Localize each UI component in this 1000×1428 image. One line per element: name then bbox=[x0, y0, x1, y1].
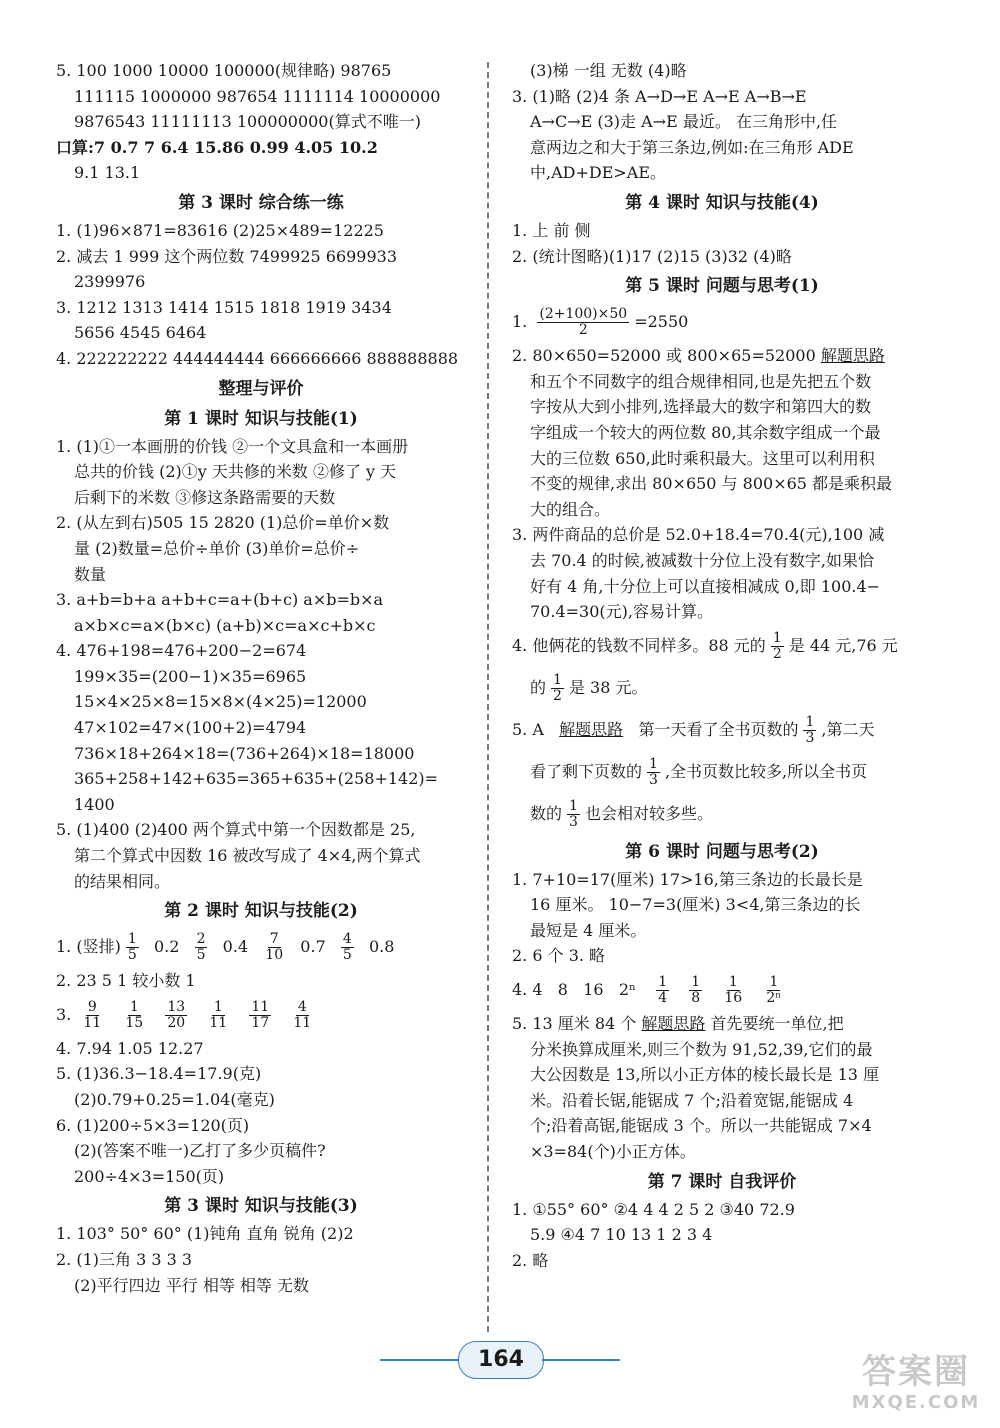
fraction bbox=[537, 307, 629, 338]
line-text: 4. 476+198=476+200−2=674 bbox=[56, 641, 307, 661]
fraction-numerator: 1 bbox=[728, 974, 738, 991]
text-line bbox=[56, 1273, 466, 1299]
section-heading: 第 3 课时 综合练一练 bbox=[178, 192, 344, 213]
line-text: 200÷4×3=150(页) bbox=[74, 1166, 225, 1186]
fraction bbox=[195, 932, 208, 963]
text-line bbox=[56, 613, 466, 639]
text-line bbox=[56, 459, 466, 485]
line-text: 0.8 bbox=[358, 937, 395, 957]
line-text bbox=[108, 1005, 118, 1024]
line-text: 2. (从左到右)505 15 2820 (1)总价=单价×数 bbox=[56, 513, 390, 533]
line-text: 2. 23 5 1 较小数 1 bbox=[56, 971, 196, 991]
fraction-denominator: 10 bbox=[265, 947, 284, 964]
fraction-denominator: 2ⁿ bbox=[766, 990, 782, 1007]
fraction bbox=[567, 799, 580, 830]
text-line bbox=[512, 244, 932, 270]
text-line bbox=[56, 664, 466, 690]
text-line bbox=[512, 369, 932, 395]
text-line bbox=[56, 1036, 466, 1062]
line-text: 1400 bbox=[74, 794, 115, 814]
text-line bbox=[56, 269, 466, 295]
line-text: (2)(答案不唯一)乙打了多少页稿件? bbox=[74, 1141, 326, 1161]
line-text: ,第二天 bbox=[821, 719, 875, 739]
line-text: 第一天看了全书页数的 bbox=[623, 719, 799, 739]
text-line bbox=[56, 160, 466, 186]
fraction-numerator: 1 bbox=[805, 713, 815, 730]
text-line bbox=[512, 84, 932, 110]
fraction-line bbox=[512, 709, 932, 751]
hint-label: 解题思路 bbox=[820, 346, 885, 366]
line-text: 大的组合。 bbox=[530, 499, 611, 519]
line-text: 3. (1)略 (2)4 条 A→D→E A→E A→B→E bbox=[512, 86, 807, 106]
fraction-line bbox=[512, 751, 932, 793]
text-line bbox=[56, 109, 466, 135]
text-line bbox=[512, 218, 932, 244]
line-text: 也会相对较多些。 bbox=[584, 803, 713, 823]
fraction bbox=[689, 975, 702, 1006]
line-text bbox=[234, 1005, 244, 1024]
fraction-denominator: 5 bbox=[196, 947, 206, 964]
line-text: a×b×c=a×(b×c) (a+b)×c=a×c+b×c bbox=[74, 615, 376, 635]
section-heading: 第 5 课时 问题与思考(1) bbox=[625, 276, 819, 297]
fraction-denominator: 5 bbox=[127, 947, 137, 964]
line-text: 3. bbox=[56, 1004, 77, 1024]
section-heading: 第 7 课时 自我评价 bbox=[647, 1171, 797, 1192]
line-text: 2. 减去 1 999 这个两位数 7499925 6699933 bbox=[56, 246, 398, 266]
right-column bbox=[512, 58, 932, 1273]
fraction-denominator: 5 bbox=[342, 947, 352, 964]
fraction-numerator: 1 bbox=[691, 974, 701, 991]
fraction-numerator: 1 bbox=[649, 755, 658, 772]
line-text: 字组成一个较大的两位数 80,其余数字组成一个最 bbox=[530, 422, 881, 442]
line-text: (2)平行四边 平行 相等 相等 无数 bbox=[74, 1275, 310, 1295]
text-line bbox=[56, 135, 466, 161]
fraction-denominator: 3 bbox=[569, 813, 578, 830]
line-text: 15×4×25×8=15×8×(4×25)=12000 bbox=[74, 692, 367, 712]
line-text: 大的三位数 650,此时乘积最大。这里可以利用积 bbox=[530, 448, 875, 468]
line-text: 16 厘米。 10−7=3(厘米) 3<4,第三条边的长 bbox=[530, 895, 861, 915]
text-line bbox=[56, 244, 466, 270]
fraction-line bbox=[512, 793, 932, 835]
fraction-numerator: 7 bbox=[269, 931, 279, 948]
text-line bbox=[56, 715, 466, 741]
line-text: 9876543 11111113 100000000(算式不唯一) bbox=[74, 112, 421, 132]
watermark-logo bbox=[846, 1352, 986, 1422]
fraction-denominator: 2 bbox=[553, 687, 562, 704]
line-text: 量 (2)数量=总价÷单价 (3)单价=总价÷ bbox=[74, 538, 360, 558]
fraction bbox=[291, 1000, 313, 1031]
text-line bbox=[512, 109, 932, 135]
line-text: 3. 两件商品的总价是 52.0+18.4=70.4(元),100 减 bbox=[512, 525, 885, 545]
line-text: 去 70.4 的时候,被减数十分位上没有数字,如果恰 bbox=[530, 550, 874, 570]
fraction-line bbox=[56, 926, 466, 968]
text-line bbox=[56, 1061, 466, 1087]
text-line bbox=[512, 548, 932, 574]
text-line bbox=[56, 843, 466, 869]
fraction bbox=[249, 1000, 271, 1031]
line-text: 5. (1)36.3−18.4=17.9(克) bbox=[56, 1064, 262, 1084]
fraction-denominator: 3 bbox=[649, 771, 658, 788]
text-line bbox=[512, 918, 932, 944]
hint-label: 解题思路 bbox=[559, 719, 624, 739]
fraction-numerator: 2 bbox=[196, 931, 206, 948]
text-line bbox=[512, 1222, 932, 1248]
text-line bbox=[512, 394, 932, 420]
fraction-denominator: 11 bbox=[293, 1014, 312, 1031]
line-text bbox=[150, 1005, 160, 1024]
line-text: 4. 7.94 1.05 12.27 bbox=[56, 1038, 204, 1058]
line-text: 1. (1)①一本画册的价钱 ②一个文具盒和一本画册 bbox=[56, 436, 409, 456]
line-text: 9.1 13.1 bbox=[74, 163, 141, 183]
column-divider bbox=[487, 62, 489, 1332]
text-line bbox=[56, 638, 466, 664]
line-text: 47×102=47×(100+2)=4794 bbox=[74, 718, 307, 738]
line-text: 1. 7+10=17(厘米) 17>16,第三条边的长最长是 bbox=[512, 869, 863, 889]
fraction-denominator: 8 bbox=[691, 990, 701, 1007]
fraction-denominator: 4 bbox=[658, 990, 668, 1007]
line-text: 数的 bbox=[530, 803, 563, 823]
fraction bbox=[771, 631, 784, 662]
fraction bbox=[764, 975, 783, 1006]
text-line bbox=[56, 320, 466, 346]
section-heading: 整理与评价 bbox=[218, 378, 304, 399]
line-text: 1. 上 前 侧 bbox=[512, 220, 591, 240]
text-line bbox=[512, 1011, 932, 1037]
line-text: 是 44 元,76 元 bbox=[788, 635, 898, 655]
fraction bbox=[803, 715, 816, 746]
line-text: 2. (统计图略)(1)17 (2)15 (3)32 (4)略 bbox=[512, 246, 792, 266]
line-text: 2. (1)三角 3 3 3 3 bbox=[56, 1249, 193, 1269]
text-line bbox=[56, 84, 466, 110]
line-text: 是 38 元。 bbox=[568, 677, 648, 697]
line-text bbox=[276, 1005, 286, 1024]
page-number: 164 bbox=[458, 1341, 544, 1379]
line-text: 6. (1)200÷5×3=120(页) bbox=[56, 1115, 250, 1135]
fraction bbox=[165, 1000, 187, 1031]
fraction-denominator: 3 bbox=[805, 729, 815, 746]
text-line bbox=[512, 867, 932, 893]
text-line bbox=[56, 1221, 466, 1247]
line-text: 最短是 4 厘米。 bbox=[530, 920, 647, 940]
text-line bbox=[512, 943, 932, 969]
line-text: 的 bbox=[530, 677, 547, 697]
line-text bbox=[749, 980, 759, 999]
fraction-numerator: 1 bbox=[553, 671, 562, 688]
text-line bbox=[56, 295, 466, 321]
fraction-denominator: 16 bbox=[724, 990, 743, 1007]
line-text: 字按从大到小排列,选择最大的数字和第四大的数 bbox=[530, 397, 872, 417]
text-line bbox=[512, 1113, 932, 1139]
fraction bbox=[81, 1000, 103, 1031]
line-text: ×3=84(个)小正方体。 bbox=[530, 1142, 696, 1162]
fraction bbox=[647, 757, 660, 788]
text-line bbox=[512, 497, 932, 523]
fraction-line bbox=[512, 301, 932, 343]
line-text: 个;沿着高锯,能锯成 3 个。所以一共能锯成 7×4 bbox=[530, 1116, 872, 1136]
line-text: 1. bbox=[512, 312, 533, 332]
text-line bbox=[512, 1037, 932, 1063]
line-text: 意两边之和大于第三条边,例如:在三角形 ADE bbox=[530, 137, 854, 157]
text-line bbox=[56, 1087, 466, 1113]
text-line bbox=[56, 817, 466, 843]
fraction-numerator: 1 bbox=[127, 931, 137, 948]
line-text: 3. 1212 1313 1414 1515 1818 1919 3434 bbox=[56, 297, 392, 317]
text-line bbox=[56, 536, 466, 562]
fraction bbox=[551, 673, 564, 704]
line-text: A→C→E (3)走 A→E 最近。 在三角形中,任 bbox=[530, 112, 838, 132]
fraction-denominator: 2 bbox=[578, 322, 588, 339]
line-text: 不变的规律,求出 80×650 与 800×65 都是乘积最 bbox=[530, 474, 893, 494]
text-line bbox=[512, 574, 932, 600]
line-text: 5. 100 1000 10000 100000(规律略) 98765 bbox=[56, 61, 392, 80]
line-text: 4. 222222222 444444444 666666666 888888888 bbox=[56, 348, 459, 368]
fraction-numerator: 1 bbox=[772, 629, 782, 646]
line-text: 365+258+142+635=365+635+(258+142)= bbox=[74, 769, 439, 789]
text-line bbox=[512, 446, 932, 472]
hint-label: 解题思路 bbox=[641, 1014, 706, 1034]
text-line bbox=[56, 434, 466, 460]
line-text: 总共的价钱 (2)①y 天共修的米数 ②修了 y 天 bbox=[74, 462, 397, 482]
text-line bbox=[512, 160, 932, 186]
section-heading: 第 3 课时 知识与技能(3) bbox=[164, 1196, 358, 1217]
fraction bbox=[341, 932, 354, 963]
line-text: 看了剩下页数的 bbox=[530, 761, 643, 781]
text-line bbox=[56, 1113, 466, 1139]
line-text: 70.4=30(元),容易计算。 bbox=[530, 602, 713, 622]
line-text: 5. A bbox=[512, 719, 560, 739]
text-line bbox=[512, 420, 932, 446]
line-text: =2550 bbox=[634, 312, 689, 332]
section-heading: 第 4 课时 知识与技能(4) bbox=[625, 192, 819, 213]
line-text: 2. 略 bbox=[512, 1250, 549, 1270]
line-text: (3)梯 一组 无数 (4)略 bbox=[530, 61, 687, 80]
line-text: 5. 13 厘米 84 个 bbox=[512, 1014, 642, 1034]
line-text: 好有 4 角,十分位上可以直接相减成 0,即 100.4− bbox=[530, 576, 881, 596]
text-line bbox=[56, 1247, 466, 1273]
line-text: 大公因数是 13,所以小正方体的棱长最长是 13 厘 bbox=[530, 1065, 880, 1085]
text-line bbox=[56, 869, 466, 895]
fraction bbox=[207, 1000, 229, 1031]
line-text: 3. a+b=b+a a+b+c=a+(b+c) a×b=b×a bbox=[56, 590, 384, 610]
text-line bbox=[56, 485, 466, 511]
fraction-numerator: 1 bbox=[569, 797, 578, 814]
text-line bbox=[512, 58, 932, 84]
fraction-numerator: 4 bbox=[342, 931, 352, 948]
text-line bbox=[512, 892, 932, 918]
fraction-denominator: 15 bbox=[125, 1014, 144, 1031]
section-heading: 第 1 课时 知识与技能(1) bbox=[164, 408, 358, 429]
text-line bbox=[512, 1062, 932, 1088]
text-line bbox=[512, 1248, 932, 1274]
line-text: 和五个不同数字的组合规律相同,也是先把五个数 bbox=[530, 371, 872, 391]
section-heading: 第 2 课时 知识与技能(2) bbox=[164, 901, 358, 922]
footer-rule-right bbox=[542, 1359, 620, 1361]
line-text: 111115 1000000 987654 1111114 10000000 bbox=[74, 86, 441, 106]
section-heading: 第 6 课时 问题与思考(2) bbox=[625, 841, 819, 862]
line-text: 分米换算成厘米,则三个数为 91,52,39,它们的最 bbox=[530, 1039, 873, 1059]
line-text bbox=[707, 980, 717, 999]
text-line bbox=[512, 1139, 932, 1165]
fraction-numerator: 1 bbox=[769, 974, 779, 991]
fraction-line bbox=[512, 625, 932, 667]
text-line bbox=[56, 58, 466, 84]
fraction-denominator: 2 bbox=[772, 645, 782, 662]
line-text: 数量 bbox=[74, 564, 107, 584]
line-text: 5. (1)400 (2)400 两个算式中第一个因数都是 25, bbox=[56, 820, 416, 840]
line-text: 1. 103° 50° 60° (1)钝角 直角 锐角 (2)2 bbox=[56, 1224, 354, 1244]
fraction-numerator: 4 bbox=[297, 998, 307, 1015]
line-text: 后剩下的米数 ③修这条路需要的天数 bbox=[74, 487, 336, 507]
line-text: 1. (竖排) bbox=[56, 937, 121, 957]
line-text: 中,AD+DE>AE。 bbox=[530, 163, 667, 183]
line-text: 4. 4 8 16 2ⁿ bbox=[512, 980, 652, 1000]
line-text: 199×35=(200−1)×35=6965 bbox=[74, 666, 307, 686]
text-line bbox=[512, 1197, 932, 1223]
text-line bbox=[512, 522, 932, 548]
watermark-text-2: MXQE.COM bbox=[851, 1392, 981, 1413]
fraction-line bbox=[512, 969, 932, 1011]
line-text: 1. (1)96×871=83616 (2)25×489=12225 bbox=[56, 220, 384, 240]
fraction-numerator: (2+100)×50 bbox=[539, 306, 628, 323]
fraction bbox=[126, 932, 139, 963]
fraction-denominator: 11 bbox=[209, 1014, 228, 1031]
text-line bbox=[56, 346, 466, 372]
line-text: 的结果相同。 bbox=[74, 871, 171, 891]
line-text: 口算:7 0.7 7 6.4 15.86 0.99 4.05 10.2 bbox=[56, 137, 378, 157]
footer-rule-left bbox=[380, 1359, 458, 1361]
line-text bbox=[192, 1005, 202, 1024]
fraction-line bbox=[512, 667, 932, 709]
line-text: 736×18+264×18=(736+264)×18=18000 bbox=[74, 743, 415, 763]
line-text: 2. 80×650=52000 或 800×65=52000 bbox=[512, 346, 821, 366]
fraction bbox=[722, 975, 744, 1006]
line-text: 0.4 bbox=[212, 937, 259, 957]
text-line bbox=[56, 218, 466, 244]
fraction-line bbox=[56, 994, 466, 1036]
line-text: 第二个算式中因数 16 被改写成了 4×4,两个算式 bbox=[74, 846, 421, 866]
text-line bbox=[56, 792, 466, 818]
text-line bbox=[56, 766, 466, 792]
line-text: 0.7 bbox=[290, 937, 336, 957]
text-line bbox=[512, 135, 932, 161]
text-line bbox=[56, 1138, 466, 1164]
line-text bbox=[674, 980, 684, 999]
line-text: 0.2 bbox=[143, 937, 190, 957]
fraction-denominator: 20 bbox=[167, 1014, 186, 1031]
text-line bbox=[56, 587, 466, 613]
line-text: 2. 6 个 3. 略 bbox=[512, 946, 606, 966]
fraction bbox=[123, 1000, 145, 1031]
line-text: 2399976 bbox=[74, 272, 146, 292]
fraction-numerator: 9 bbox=[87, 998, 97, 1015]
fraction-numerator: 1 bbox=[213, 998, 223, 1015]
line-text: 4. 他俩花的钱数不同样多。88 元的 bbox=[512, 635, 766, 655]
line-text: ,全书页数比较多,所以全书页 bbox=[664, 761, 868, 781]
text-line bbox=[56, 968, 466, 994]
line-text-tail: 首先要统一单位,把 bbox=[705, 1014, 844, 1034]
text-line bbox=[56, 689, 466, 715]
fraction-numerator: 1 bbox=[129, 998, 139, 1015]
line-text: 5656 4545 6464 bbox=[74, 323, 207, 343]
fraction-numerator: 13 bbox=[167, 998, 186, 1015]
line-text: 米。沿着长锯,能锯成 7 个;沿着宽锯,能锯成 4 bbox=[530, 1090, 854, 1110]
line-text: (2)0.79+0.25=1.04(毫克) bbox=[74, 1090, 275, 1109]
fraction-numerator: 11 bbox=[251, 998, 270, 1015]
text-line bbox=[56, 510, 466, 536]
fraction-denominator: 11 bbox=[83, 1014, 102, 1031]
text-line bbox=[512, 471, 932, 497]
left-column bbox=[56, 58, 466, 1298]
text-line bbox=[512, 599, 932, 625]
fraction bbox=[656, 975, 669, 1006]
watermark-text-1: 答案圈 bbox=[862, 1352, 970, 1392]
fraction bbox=[263, 932, 285, 963]
line-text: 5.9 ④4 7 10 13 1 2 3 4 bbox=[530, 1225, 713, 1245]
text-line bbox=[56, 1164, 466, 1190]
text-line bbox=[512, 343, 932, 369]
fraction-numerator: 1 bbox=[658, 974, 668, 991]
text-line bbox=[512, 1088, 932, 1114]
line-text: 1. ①55° 60° ②4 4 4 2 5 2 ③40 72.9 bbox=[512, 1199, 795, 1219]
text-line bbox=[56, 741, 466, 767]
text-line bbox=[56, 562, 466, 588]
fraction-denominator: 17 bbox=[251, 1014, 270, 1031]
